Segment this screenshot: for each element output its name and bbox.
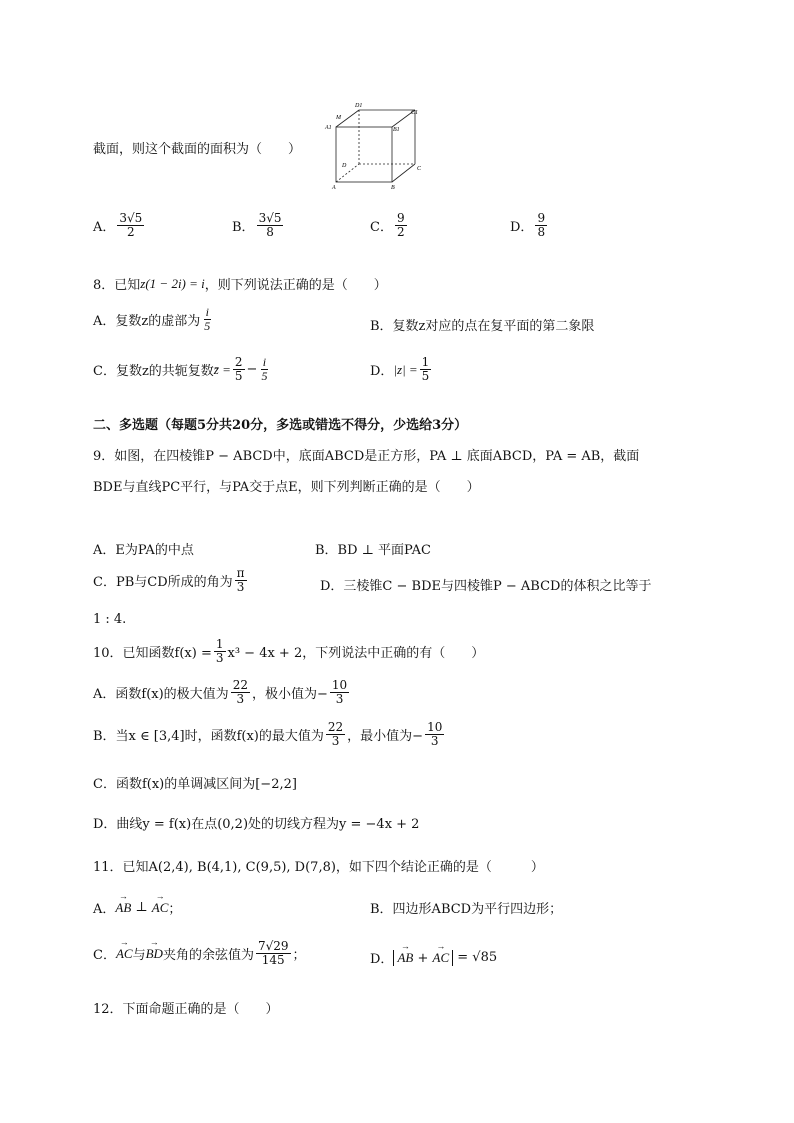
q11-option-b: B．四边形ABCD为平行四边形；	[370, 902, 563, 917]
q9-line2: BDE与直线PC平行，与PA交于点E，则下列判断正确的是（ ）	[93, 480, 480, 495]
label-a: A	[332, 185, 336, 191]
section-heading: 二、多选题（每题5分共20分，多选或错选不得分，少选给3分）	[93, 418, 468, 433]
q10-option-a: A．函数f(x)的极大值为 $\frac{22}{3}$ ，极小值为− $\frac{10}{3}$	[93, 678, 348, 707]
q9-line1: 9．如图，在四棱锥P − ABCD中，底面ABCD是正方形，PA ⊥ 底面ABCD，PA = AB，截面	[93, 449, 640, 464]
label-b: B	[391, 185, 395, 191]
q9-option-a: A．E为PA的中点	[93, 543, 194, 558]
q8-option-b: B．复数z对应的点在复平面的第二象限	[370, 319, 595, 334]
q11-option-a: A． → AB ⊥ → AC ；	[93, 898, 181, 917]
q7-option-c: C． $\frac{9}{2}$	[370, 211, 405, 240]
q10-option-b: B．当x ∈ [3,4]时，函数f(x)的最大值为 $\frac{22}{3}$ ，最小值为− $\frac{10}{3}$	[93, 720, 443, 749]
q7-stem: 截面，则这个截面的面积为（ ）	[93, 142, 302, 157]
q9-option-d: D．三棱锥C − BDE与四棱锥P − ABCD的体积之比等于	[320, 579, 652, 594]
q12-stem: 12．下面命题正确的是（ ）	[93, 1002, 279, 1017]
q7-option-d: D． $\frac{9}{8}$	[510, 211, 546, 240]
q9-option-d-cont: 1 : 4.	[93, 612, 127, 627]
q8-option-c: C．复数z的共轭复数 z̄ = $\frac{2}{5}$ − $\frac{i}{5}$	[93, 355, 268, 384]
q9-option-b: B．BD ⊥ 平面PAC	[315, 543, 431, 558]
q10-stem: 10．已知函数f(x) = $\frac{1}{3}$ x³ − 4x + 2，下列说法中正确的有（ ）	[93, 637, 485, 666]
label-b1: B1	[393, 127, 400, 133]
label-m: M	[336, 115, 341, 121]
q11-option-c: C． → AC 与 → BD 夹角的余弦值为 $\frac{7√29}{145}$ ；	[93, 940, 306, 967]
q8-option-d: D． |z| = $\frac{1}{5}$	[370, 355, 430, 384]
q9-option-c: C．PB与CD所成的角为 $\frac{\pi}{3}$	[93, 566, 245, 595]
q7-option-a: A． $\frac{3√5}{2}$	[93, 211, 143, 240]
q11-option-d: D． → AB + → AC = √85	[370, 948, 497, 967]
q8-option-a: A．复数z的虚部为 $\frac{i}{5}$	[93, 305, 211, 334]
q7-option-b: B． $\frac{3√5}{8}$	[232, 211, 282, 240]
q11-stem: 11．已知A(2,4), B(4,1), C(9,5), D(7,8)，如下四个结论正确的是（ ）	[93, 860, 544, 875]
label-a1: A1	[325, 125, 332, 131]
label-c: C	[417, 166, 422, 172]
label-c1: C1	[411, 110, 419, 116]
q10-option-c: C．函数f(x)的单调减区间为[−2,2]	[93, 777, 297, 792]
q10-option-d: D．曲线y = f(x)在点(0,2)处的切线方程为y = −4x + 2	[93, 817, 420, 832]
cube-figure	[322, 100, 422, 192]
label-d: D	[342, 163, 347, 169]
q8-stem: 8．已知 z(1 − 2i) = i ，则下列说法正确的是（ ）	[93, 275, 387, 293]
label-d1: D1	[355, 103, 363, 109]
